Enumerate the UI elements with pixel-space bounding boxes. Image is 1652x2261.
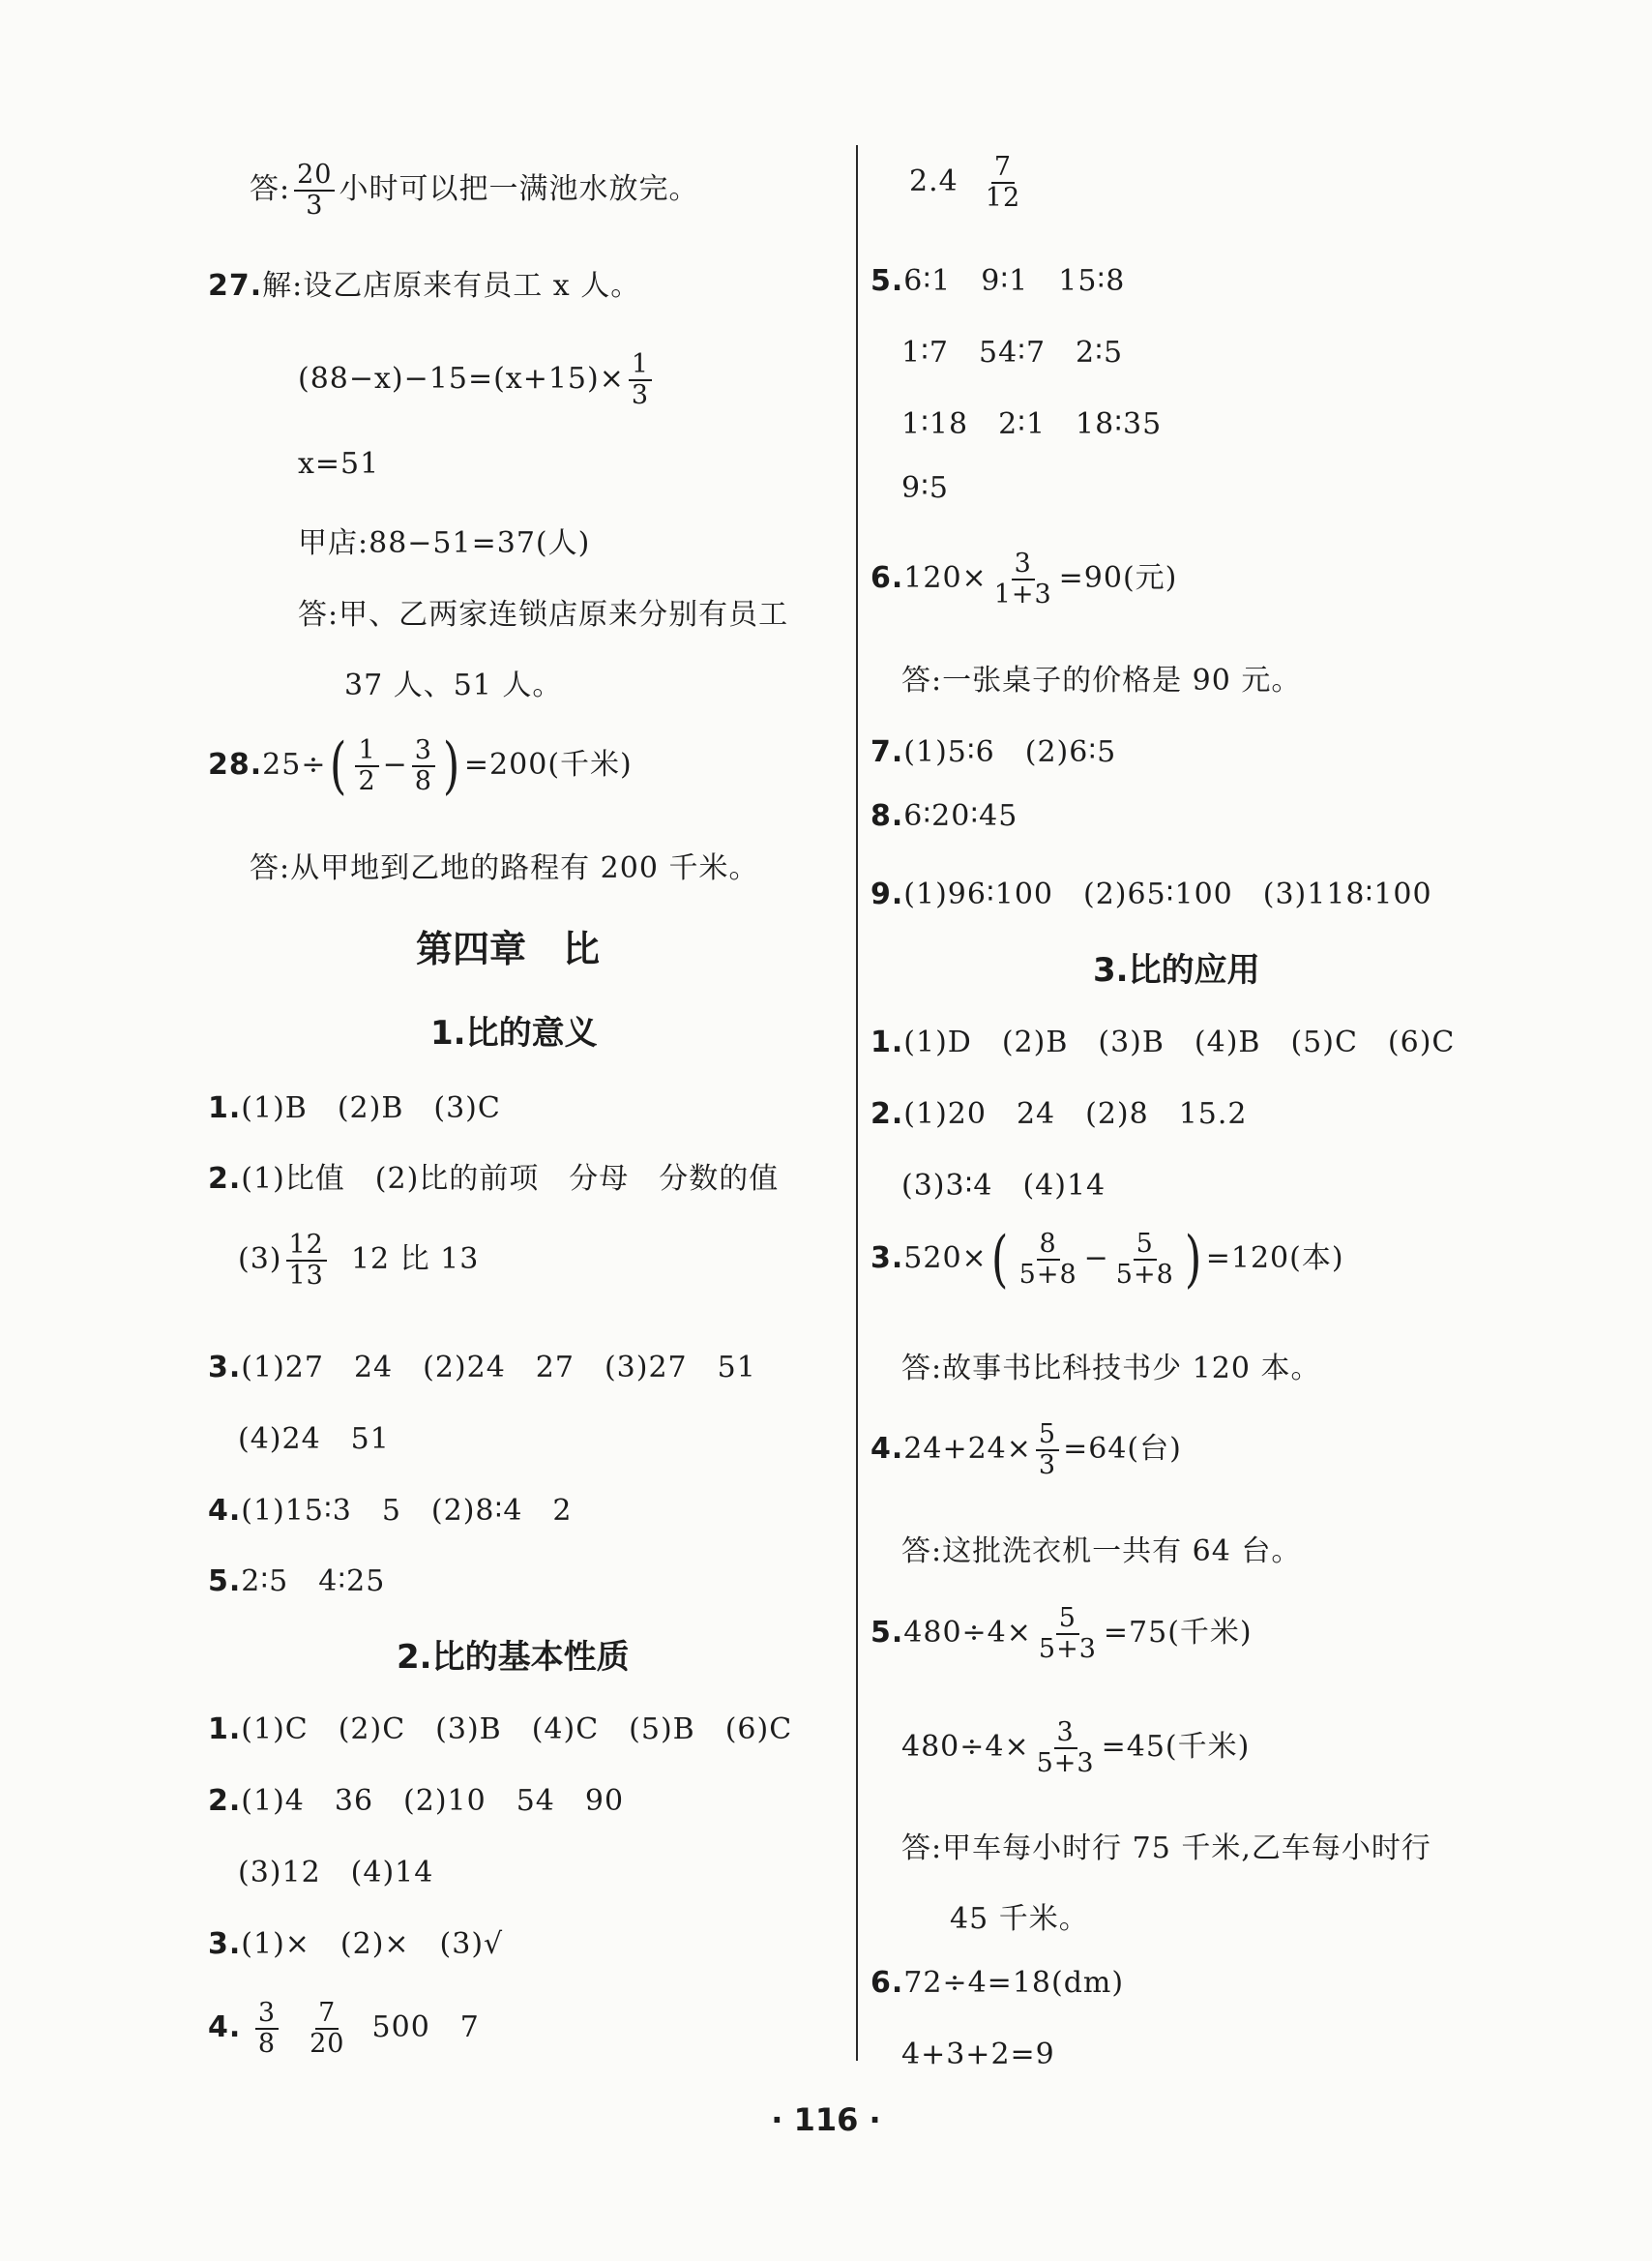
- s1-question-2: 2.(1)比值 (2)比的前项 分母 分数的值: [208, 1162, 780, 1196]
- s3-question-5-answer-line2: 45 千米。: [950, 1902, 1089, 1936]
- fraction: $\frac{7}{12}$: [985, 152, 1021, 213]
- question-5: 5.6∶1 9∶1 15∶8: [870, 264, 1126, 298]
- s1-question-4: 4.(1)15∶3 5 (2)8∶4 2: [208, 1494, 573, 1528]
- s3-question-1: 1.(1)D (2)B (3)B (4)B (5)C (6)C: [870, 1026, 1456, 1059]
- question-5-row4: 9∶5: [901, 471, 949, 505]
- chapter-title: 第四章 比: [416, 928, 601, 970]
- question-8: 8.6∶20∶45: [870, 799, 1018, 833]
- left-paren: (: [990, 1224, 1009, 1295]
- s2-question-2: 2.(1)4 36 (2)10 54 90: [208, 1784, 625, 1818]
- s3-question-3-answer: 答:故事书比科技书少 120 本。: [901, 1352, 1321, 1385]
- question-27-answer-line2: 37 人、51 人。: [344, 669, 563, 702]
- s3-question-5-equation-2: 480÷4× $\frac{3}{5+3}$ =45(千米): [901, 1717, 1251, 1778]
- s3-question-6-cont: 4+3+2=9: [901, 2038, 1055, 2071]
- fraction: $\frac{5}{3}$: [1036, 1420, 1059, 1480]
- right-paren: ): [1184, 1224, 1202, 1295]
- fraction: $\frac{3}{1+3}$: [993, 549, 1052, 610]
- s1-question-3: 3.(1)27 24 (2)24 27 (3)27 51: [208, 1351, 756, 1384]
- section-1-title: 1.比的意义: [430, 1014, 598, 1053]
- question-7: 7.(1)5∶6 (2)6∶5: [870, 735, 1117, 769]
- s1-question-2-part3: (3) $\frac{12}{13}$ 12 比 13: [238, 1230, 480, 1291]
- s3-question-5-equation-1: 5.480÷4× $\frac{5}{5+3}$ =75(千米): [870, 1603, 1253, 1664]
- fraction: $\frac{3}{8}$: [412, 736, 435, 796]
- left-paren: (: [330, 730, 348, 802]
- fraction: $\frac{7}{20}$: [310, 1998, 345, 2059]
- s1-question-5: 5.2∶5 4∶25: [208, 1564, 386, 1598]
- s3-question-2-cont: (3)3∶4 (4)14: [901, 1169, 1106, 1203]
- fraction: $\frac{3}{8}$: [255, 1999, 279, 2059]
- s3-question-5-answer-line1: 答:甲车每小时行 75 千米,乙车每小时行: [901, 1831, 1431, 1865]
- fraction: $\frac{8}{5+8}$: [1018, 1229, 1077, 1290]
- s2-question-1: 1.(1)C (2)C (3)B (4)C (5)B (6)C: [208, 1712, 793, 1746]
- question-27-jia: 甲店:88−51=37(人): [298, 526, 591, 560]
- fraction: $\frac{5}{5+8}$: [1115, 1229, 1174, 1290]
- question-27-answer-line1: 答:甲、乙两家连锁店原来分别有员工: [298, 598, 789, 632]
- question-28-answer: 答:从甲地到乙地的路程有 200 千米。: [250, 851, 759, 885]
- page-number: · 116 ·: [771, 2101, 881, 2138]
- fraction: $\frac{5}{5+3}$: [1038, 1603, 1097, 1664]
- s3-question-3-equation: 3.520×( $\frac{8}{5+8}$ − $\frac{5}{5+8}$ ) =120(本): [870, 1224, 1344, 1295]
- s2-question-2-cont: (3)12 (4)14: [238, 1856, 434, 1889]
- fraction: $\frac{1}{3}$: [629, 350, 652, 410]
- s3-question-6: 6.72÷4=18(dm): [870, 1966, 1125, 2000]
- question-27-solution: x=51: [298, 447, 380, 481]
- answer-26-conclusion: 答: $\frac{20}{3}$ 小时可以把一满池水放完。: [250, 160, 699, 221]
- s1-question-1: 1.(1)B (2)B (3)C: [208, 1091, 501, 1125]
- question-5-row3: 1∶18 2∶1 18∶35: [901, 407, 1163, 441]
- section-2-title: 2.比的基本性质: [397, 1638, 630, 1677]
- s2-question-3: 3.(1)× (2)× (3)√: [208, 1927, 504, 1961]
- fraction: $\frac{20}{3}$: [294, 161, 335, 221]
- column-divider: [856, 145, 858, 2061]
- question-5-row2: 1∶7 54∶7 2∶5: [901, 336, 1124, 370]
- question-28-equation: 28.25÷( $\frac{1}{2}$ − $\frac{3}{8}$ ) =200(千米): [208, 730, 633, 802]
- question-27-equation: (88−x)−15=(x+15)× $\frac{1}{3}$: [298, 350, 656, 410]
- fraction: $\frac{1}{2}$: [355, 736, 378, 796]
- s2-question-4: 4. $\frac{3}{8}$ $\frac{7}{20}$ 500 7: [208, 1998, 480, 2059]
- fraction: $\frac{12}{13}$: [286, 1231, 327, 1291]
- s1-question-3-cont: (4)24 51: [238, 1422, 390, 1456]
- s3-question-2: 2.(1)20 24 (2)8 15.2: [870, 1097, 1248, 1131]
- section-3-title: 3.比的应用: [1093, 951, 1260, 990]
- s3-question-4-answer: 答:这批洗衣机一共有 64 台。: [901, 1534, 1302, 1568]
- question-27-setup: 27.解:设乙店原来有员工 x 人。: [208, 269, 641, 303]
- fraction: $\frac{3}{5+3}$: [1036, 1717, 1095, 1778]
- right-paren: ): [442, 730, 461, 802]
- question-6-answer: 答:一张桌子的价格是 90 元。: [901, 664, 1302, 698]
- answer-4-continued: 2.4 $\frac{7}{12}$: [909, 153, 1027, 213]
- s3-question-4-equation: 4.24+24× $\frac{5}{3}$ =64(台): [870, 1419, 1182, 1480]
- question-6-equation: 6.120× $\frac{3}{1+3}$ =90(元): [870, 549, 1178, 610]
- question-9: 9.(1)96∶100 (2)65∶100 (3)118∶100: [870, 878, 1432, 911]
